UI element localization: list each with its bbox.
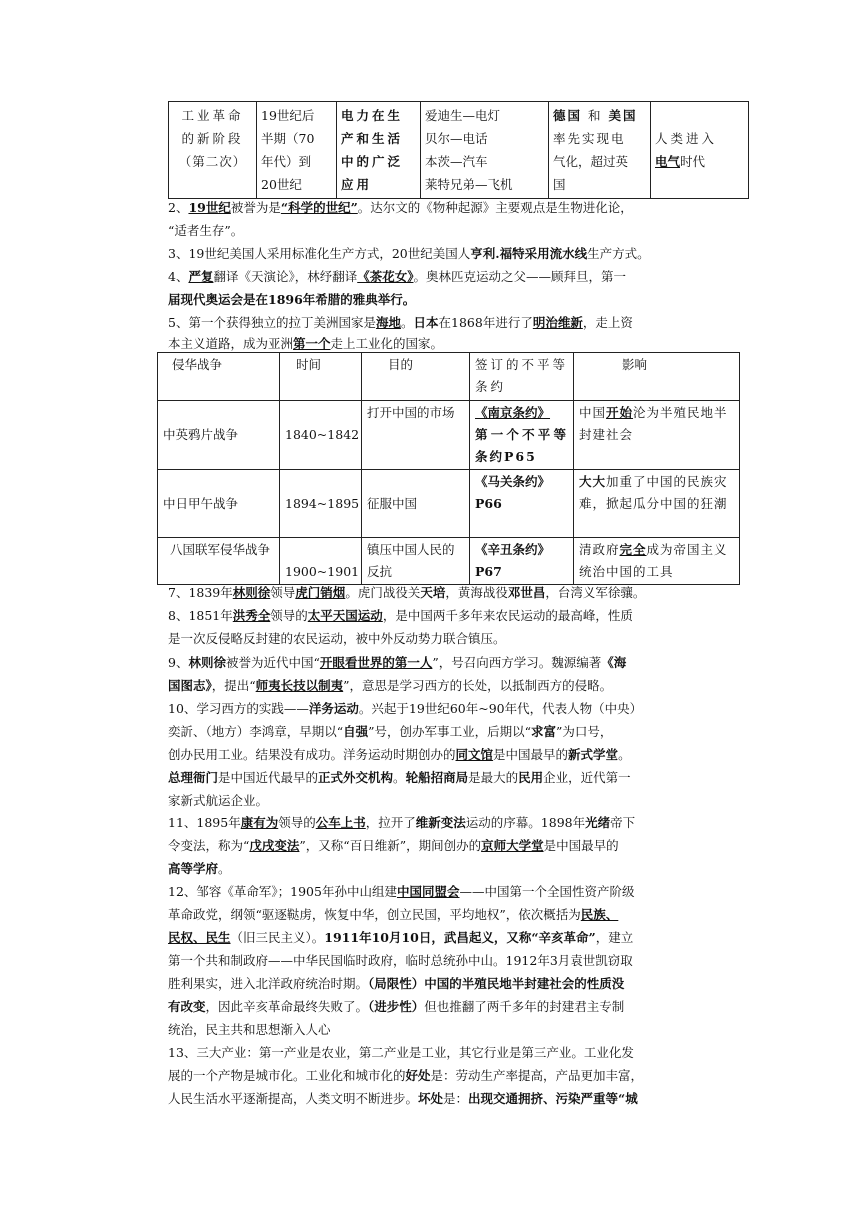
text: 沦为半殖民地半封建社会 bbox=[579, 405, 728, 442]
cell-line: 气化，超过英 bbox=[553, 154, 629, 169]
text: 人民生活水平逐渐提高，人类文明不断进步。 bbox=[168, 1091, 419, 1106]
text: 有改变 bbox=[168, 999, 206, 1014]
text: 亨利.福特采用流水线 bbox=[470, 246, 588, 261]
industrial-revolution-table bbox=[168, 101, 749, 199]
cell-line: 的新阶段 bbox=[181, 131, 244, 146]
text: ”号，创办军事工业，后期以“ bbox=[368, 724, 531, 739]
paragraph-10-line-4 bbox=[168, 766, 734, 789]
treaty-name: 《马关条约》 bbox=[475, 474, 551, 489]
text: 7、1839年 bbox=[168, 585, 233, 600]
text: ”为口号， bbox=[555, 724, 613, 739]
text: 帝下 bbox=[610, 815, 636, 830]
cell-line: 工业革命 bbox=[181, 108, 244, 123]
text: “适者生存”。 bbox=[168, 223, 244, 238]
purpose-cell: 打开中国的市场 bbox=[362, 401, 470, 470]
cell-line: 国 bbox=[553, 177, 568, 192]
cell-line: 爱迪生—电灯 bbox=[425, 108, 501, 123]
text: 虎门销烟 bbox=[295, 585, 346, 600]
text: 民族、 bbox=[580, 907, 619, 922]
text: 但也推翻了两千多年的封建君主专制 bbox=[424, 999, 625, 1014]
war-cell: 八国联军侵华战争 bbox=[158, 538, 280, 585]
text: 3、19世纪美国人采用标准化生产方式，20世纪美国人 bbox=[168, 246, 471, 261]
text: 本主义道路，成为亚洲 bbox=[168, 336, 294, 351]
text: 好处 bbox=[405, 1068, 431, 1083]
text: 完全 bbox=[619, 542, 647, 557]
impact-cell bbox=[574, 538, 740, 585]
header-time: 时间 bbox=[280, 353, 362, 401]
war-cell: 中日甲午战争 bbox=[158, 470, 280, 538]
text: 革命政党，纲领“驱逐鞑虏，恢复中华，创立民国，平均地权”，依次概括为 bbox=[168, 907, 581, 922]
text: 创办民用工业。结果没有成功。洋务运动时期创办的 bbox=[168, 747, 456, 762]
text: （旧三民主义）。 bbox=[230, 930, 325, 945]
text: 维新变法 bbox=[415, 815, 466, 830]
text: 是：劳动生产率提高，产品更加丰富， bbox=[430, 1068, 644, 1083]
impact-cell bbox=[574, 470, 740, 538]
cell-line: 本茨—汽车 bbox=[425, 154, 488, 169]
paragraph-2-line-2 bbox=[168, 219, 734, 242]
text: ，提出“ bbox=[211, 678, 256, 693]
text: 领导的 bbox=[270, 608, 308, 623]
cell-line: 产和生活 bbox=[341, 131, 404, 146]
paragraph-11 bbox=[168, 811, 734, 834]
cell-line: 中的广泛 bbox=[341, 154, 404, 169]
text: 天培 bbox=[420, 585, 446, 600]
paragraph-11-line-3 bbox=[168, 857, 734, 880]
invasion-wars-table bbox=[157, 352, 740, 585]
text: 被誉为是 bbox=[230, 200, 281, 215]
feature-cell bbox=[337, 102, 421, 199]
text: 是中国最早的 bbox=[543, 838, 619, 853]
treaty-note: P66 bbox=[475, 496, 502, 511]
text: 民权、民生 bbox=[168, 930, 231, 945]
text: 在1868年进行了 bbox=[438, 315, 533, 330]
text: ，建立 bbox=[595, 930, 634, 945]
text: 企业，近代第一 bbox=[543, 770, 631, 785]
text: ——中国第一个全国性资产阶级 bbox=[459, 884, 635, 899]
text: 大大 bbox=[579, 474, 607, 489]
paragraph-4-line-2 bbox=[168, 288, 734, 311]
text: 海地 bbox=[375, 315, 401, 330]
table-row bbox=[158, 470, 740, 538]
text: 明治维新 bbox=[532, 315, 583, 330]
text: 1911年10月10日，武昌起义，又称“辛亥革命” bbox=[324, 930, 596, 945]
text: ，拉开了 bbox=[365, 815, 416, 830]
cell-line: 19世纪后 bbox=[261, 108, 315, 123]
paragraph-12-line-3 bbox=[168, 926, 734, 949]
paragraph-12-line-4 bbox=[168, 949, 734, 972]
text: 奕訢、（地方）李鸿章，早期以“ bbox=[168, 724, 344, 739]
text: 是一次反侵略反封建的农民运动，被中外反动势力联合镇压。 bbox=[168, 631, 506, 646]
text: 。虎门战役关 bbox=[345, 585, 421, 600]
text: 10、学习西方的实践—— bbox=[168, 701, 309, 716]
cell-line: 人类进入 bbox=[655, 131, 718, 146]
text: 同文馆 bbox=[455, 747, 494, 762]
text: 林则徐 bbox=[232, 585, 271, 600]
impact-cell bbox=[574, 401, 740, 470]
text: 《海 bbox=[601, 655, 627, 670]
text: 是中国近代最早的 bbox=[218, 770, 319, 785]
text: 民用 bbox=[518, 770, 544, 785]
text: 公车上书 bbox=[315, 815, 366, 830]
text: 正式外交机构 bbox=[318, 770, 394, 785]
text: 中国同盟会 bbox=[396, 884, 460, 899]
text: 运动的序幕。1898年 bbox=[465, 815, 586, 830]
text: 。 bbox=[218, 861, 231, 876]
header-treaty: 签订的不平等条约 bbox=[470, 353, 574, 401]
text: 9、 bbox=[168, 655, 189, 670]
paragraph-12 bbox=[168, 880, 734, 903]
text: ，因此辛亥革命最终失败了。 bbox=[205, 999, 369, 1014]
text: 日本 bbox=[413, 315, 439, 330]
text: 2、 bbox=[168, 200, 189, 215]
text: 展的一个产物是城市化。工业化和城市化的 bbox=[168, 1068, 406, 1083]
text: 12、邹容《革命军》；1905年孙中山组建 bbox=[168, 884, 397, 899]
text: ”，号召向西方学习。魏源编著 bbox=[432, 655, 602, 670]
paragraph-8-line-2 bbox=[168, 627, 734, 650]
treaty-note: P67 bbox=[475, 564, 502, 579]
paragraph-12-line-2 bbox=[168, 903, 734, 926]
text: 轮船招商局 bbox=[405, 770, 469, 785]
text: 林则徐 bbox=[188, 655, 226, 670]
text: （局限性）中国的半殖民地半封建社会的性质没 bbox=[368, 976, 625, 991]
cell-text: 时代 bbox=[680, 154, 706, 169]
text: 京师大学堂 bbox=[481, 838, 544, 853]
text: 康有为 bbox=[240, 815, 279, 830]
text: 开始 bbox=[606, 405, 634, 420]
paragraph-10-line-3 bbox=[168, 743, 734, 766]
text: 。 bbox=[393, 770, 406, 785]
header-impact: 影响 bbox=[574, 353, 740, 401]
paragraph-10 bbox=[168, 697, 734, 720]
cell-text: 美国 bbox=[608, 108, 638, 123]
text: 5、第一个获得独立的拉丁美洲国家是 bbox=[168, 315, 376, 330]
text: 《茶花女》 bbox=[357, 269, 414, 284]
stage-cell bbox=[169, 102, 257, 199]
paragraph-2 bbox=[168, 196, 734, 219]
text: 领导 bbox=[270, 585, 296, 600]
table-header-row bbox=[158, 353, 740, 401]
text: 高等学府 bbox=[168, 861, 219, 876]
text: 家新式航运企业。 bbox=[168, 793, 269, 808]
text: 清政府 bbox=[579, 542, 620, 557]
cell-line: 20世纪 bbox=[261, 177, 302, 192]
text: 被誉为近代中国“ bbox=[225, 655, 320, 670]
paragraph-10-line-5 bbox=[168, 789, 734, 812]
table-row bbox=[158, 401, 740, 470]
text: 求富 bbox=[530, 724, 556, 739]
paragraph-9 bbox=[168, 651, 734, 674]
text: 太平天国运动 bbox=[307, 608, 383, 623]
text: 11、1895年 bbox=[168, 815, 241, 830]
paragraph-5 bbox=[168, 311, 734, 334]
paragraph-7 bbox=[168, 581, 734, 604]
text: ，走上资 bbox=[582, 315, 633, 330]
treaty-cell bbox=[470, 538, 574, 585]
table-row bbox=[169, 102, 749, 199]
text: 坏处 bbox=[418, 1091, 444, 1106]
text: 19世纪 bbox=[188, 200, 231, 215]
text: 中国 bbox=[579, 405, 607, 420]
text: 洪秀全 bbox=[232, 608, 271, 623]
text: 总理衙门 bbox=[168, 770, 219, 785]
paragraph-4 bbox=[168, 265, 734, 288]
paragraph-10-line-2 bbox=[168, 720, 734, 743]
cell-line: 电力在生 bbox=[341, 108, 404, 123]
text: “科学的世纪” bbox=[280, 200, 358, 215]
text: 。达尔文的《物种起源》主要观点是生物进化论， bbox=[357, 200, 633, 215]
text: 统治，民主共和思想渐入人心 bbox=[168, 1022, 331, 1037]
era-cell bbox=[651, 102, 749, 199]
countries-cell bbox=[549, 102, 651, 199]
text: ”，意思是学习西方的长处，以抵制西方的侵略。 bbox=[343, 678, 613, 693]
text: 13、三大产业：第一产业是农业，第二产业是工业，其它行业是第三产业。工业化发 bbox=[168, 1045, 634, 1060]
treaty-name: 《南京条约》 bbox=[475, 405, 551, 420]
time-cell: 1894~1895 bbox=[280, 470, 362, 538]
text: 戊戌变法 bbox=[249, 838, 300, 853]
text: ，台湾义军徐骧。 bbox=[545, 585, 646, 600]
paragraph-13-line-2 bbox=[168, 1064, 734, 1087]
text: 4、 bbox=[168, 269, 189, 284]
time-cell: 1900~1901 bbox=[280, 538, 362, 585]
text: 。奥林匹克运动之父——顾拜旦，第一 bbox=[413, 269, 627, 284]
text: 光绪 bbox=[585, 815, 611, 830]
treaty-cell bbox=[470, 470, 574, 538]
text: （进步性） bbox=[368, 999, 425, 1014]
time-cell: 1840~1842 bbox=[280, 401, 362, 470]
text: ，黄海战役 bbox=[445, 585, 508, 600]
cell-line bbox=[655, 150, 744, 173]
text: 国图志》 bbox=[168, 678, 212, 693]
text: 新式学堂 bbox=[568, 747, 619, 762]
text: ”，又称“百日维新”，期间创办的 bbox=[299, 838, 482, 853]
text: 邓世昌 bbox=[507, 585, 546, 600]
text: 师夷长技以制夷 bbox=[255, 678, 344, 693]
cell-line: 贝尔—电话 bbox=[425, 131, 488, 146]
cell-line: 率先实现电 bbox=[553, 131, 626, 146]
treaty-cell bbox=[470, 401, 574, 470]
text: 洋务运动 bbox=[308, 701, 359, 716]
header-purpose: 目的 bbox=[362, 353, 470, 401]
paragraph-8 bbox=[168, 604, 734, 627]
paragraph-12-line-6 bbox=[168, 995, 734, 1018]
text: 严复 bbox=[188, 269, 214, 284]
treaty-name: 《辛丑条约》 bbox=[475, 542, 551, 557]
text: 开眼看世界的第一人 bbox=[319, 655, 433, 670]
text: 届现代奥运会是在1896年希腊的雅典举行。 bbox=[168, 292, 416, 307]
text: 走上工业化的国家。 bbox=[330, 336, 444, 351]
paragraph-11-line-2 bbox=[168, 834, 734, 857]
text: 令变法，称为“ bbox=[168, 838, 250, 853]
treaty-note: 第一个不平等条约P65 bbox=[475, 427, 568, 464]
cell-line: 莱特兄弟—飞机 bbox=[425, 177, 513, 192]
text: 自强 bbox=[343, 724, 369, 739]
text: 加重了中国的民族灾难，掀起瓜分中国的狂潮 bbox=[579, 474, 728, 511]
text: ，是中国两千多年来农民运动的最高峰，性质 bbox=[382, 608, 633, 623]
text: 第一个 bbox=[293, 336, 331, 351]
cell-text: 电气 bbox=[655, 154, 681, 169]
cell-text: 和 bbox=[588, 108, 603, 123]
text: 。 bbox=[618, 747, 631, 762]
text: 。 bbox=[400, 315, 414, 330]
table-row bbox=[158, 538, 740, 585]
paragraph-13-line-3 bbox=[168, 1087, 734, 1110]
text: 。兴起于19世纪60年~90年代，代表人物（中央） bbox=[358, 701, 643, 716]
paragraph-9-line-2 bbox=[168, 674, 734, 697]
text: 胜利果实，进入北洋政府统治时期。 bbox=[168, 976, 369, 991]
paragraph-3 bbox=[168, 242, 734, 265]
paragraph-13 bbox=[168, 1041, 734, 1064]
paragraph-12-line-7 bbox=[168, 1018, 734, 1041]
purpose-cell: 征服中国 bbox=[362, 470, 470, 538]
purpose-cell: 镇压中国人民的反抗 bbox=[362, 538, 470, 585]
paragraph-12-line-5 bbox=[168, 972, 734, 995]
text: 是中国最早的 bbox=[493, 747, 569, 762]
cell-line: 半期（70 bbox=[261, 131, 315, 146]
cell-line: 年代）到 bbox=[261, 154, 312, 169]
text: 第一个共和制政府——中华民国临时政府，临时总统孙中山。1912年3月袁世凯窃取 bbox=[168, 953, 633, 968]
inventions-cell bbox=[421, 102, 549, 199]
text: 出现交通拥挤、污染严重等“城 bbox=[468, 1091, 638, 1106]
text: 翻译《天演论》，林纾翻译 bbox=[213, 269, 358, 284]
war-cell: 中英鸦片战争 bbox=[158, 401, 280, 470]
header-war: 侵华战争 bbox=[158, 353, 280, 401]
text: 成为帝国主义统治中国的工具 bbox=[579, 542, 728, 579]
cell-text: 德国 bbox=[553, 108, 583, 123]
cell-line: 应用 bbox=[341, 177, 373, 192]
text: 领导的 bbox=[278, 815, 316, 830]
text: 8、1851年 bbox=[168, 608, 233, 623]
text: 是： bbox=[443, 1091, 469, 1106]
cell-line: （第二次） bbox=[178, 154, 247, 169]
text: 生产方式。 bbox=[587, 246, 650, 261]
text: 是最大的 bbox=[468, 770, 519, 785]
cell-line bbox=[553, 104, 646, 127]
time-cell bbox=[257, 102, 337, 199]
